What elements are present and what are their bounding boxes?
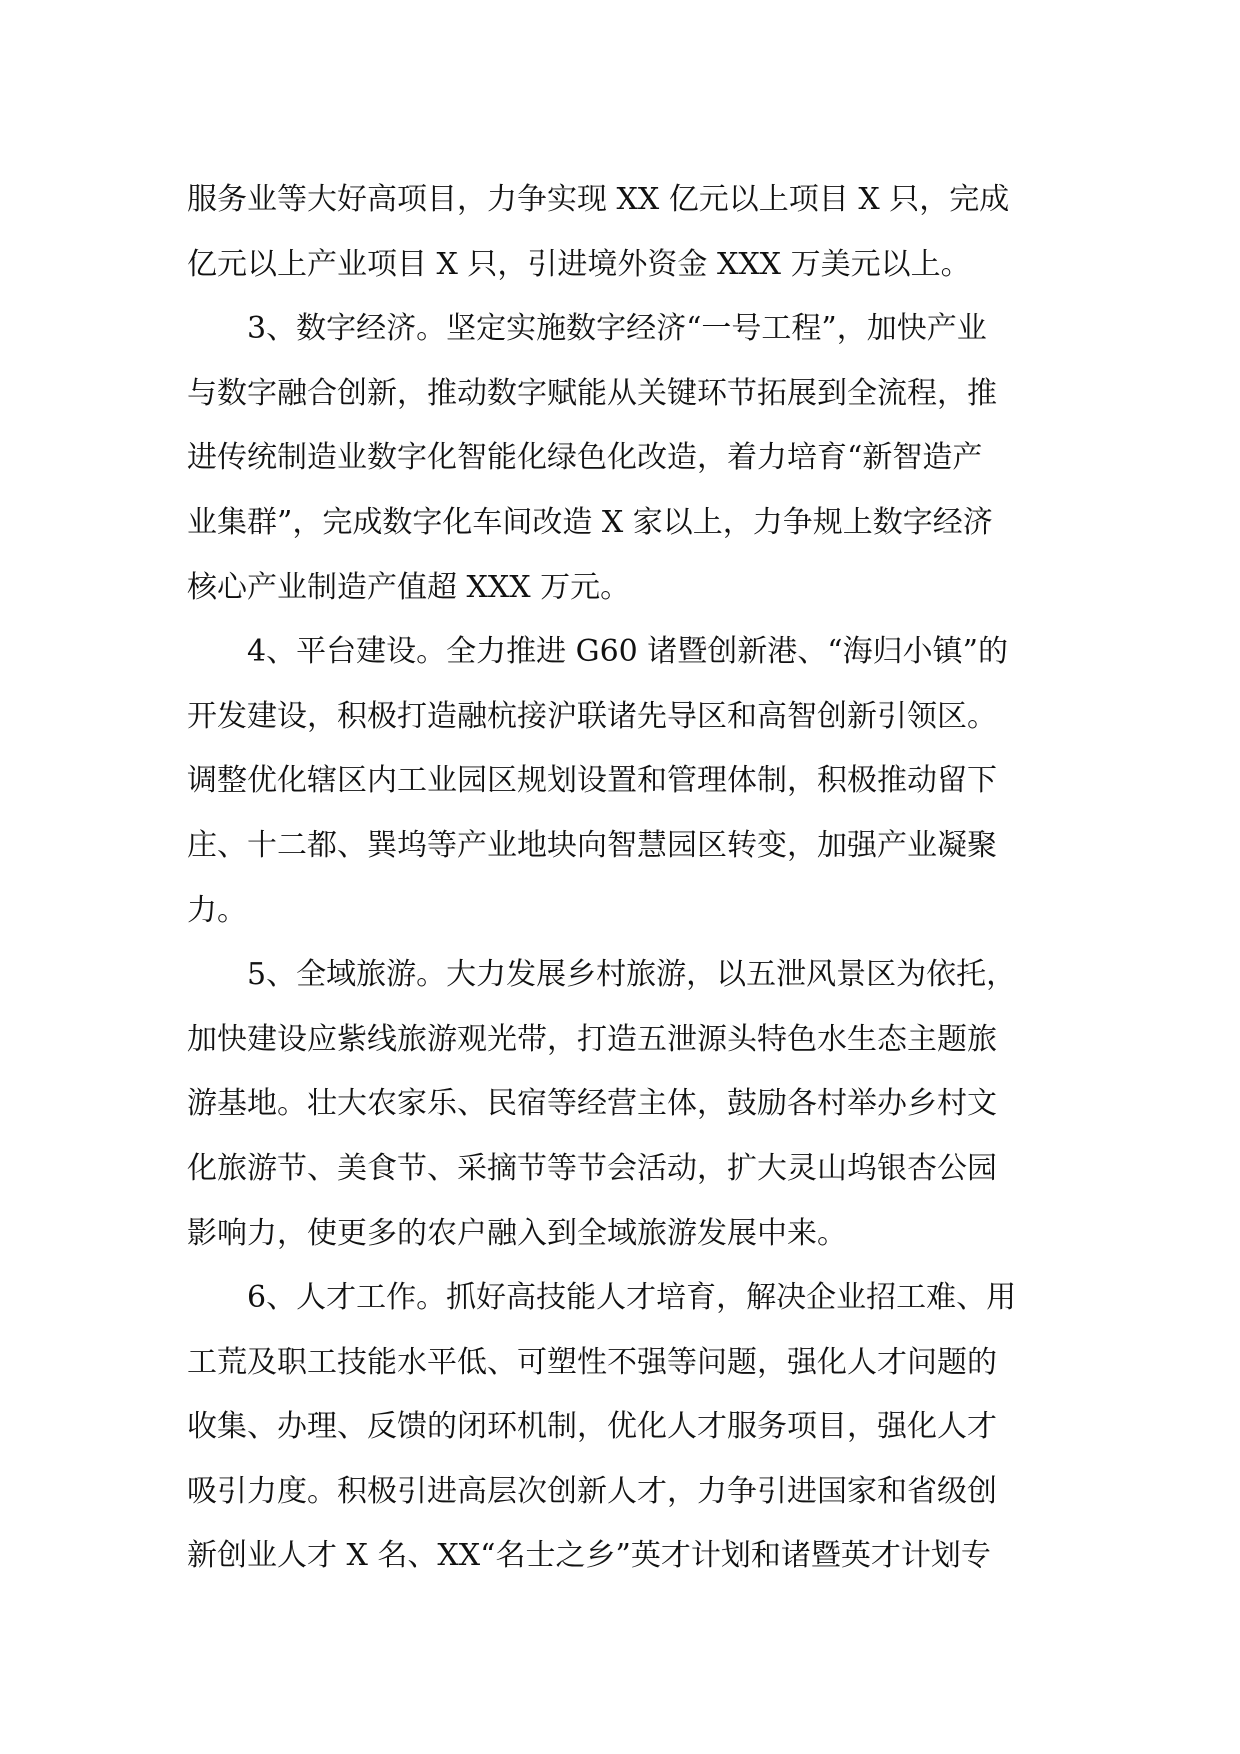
- text-line: 化旅游节、美食节、采摘节等节会活动，扩大灵山坞银杏公园: [187, 1150, 997, 1186]
- text-line: 进传统制造业数字化智能化绿色化改造，着力培育“新智造产: [187, 440, 983, 476]
- text-line: 游基地。壮大农家乐、民宿等经营主体，鼓励各村举办乡村文: [187, 1086, 997, 1122]
- text-line: 亿元以上产业项目 X 只，引进境外资金 XXX 万美元以上。: [187, 246, 971, 282]
- section-5-heading-line: 5、全域旅游。大力发展乡村旅游，以五泄风景区为依托，: [247, 957, 1017, 993]
- text-line: 加快建设应紫线旅游观光带，打造五泄源头特色水生态主题旅: [187, 1021, 997, 1057]
- section-3-heading-line: 3、数字经济。坚定实施数字经济“一号工程”，加快产业: [247, 311, 987, 347]
- text-line: 影响力，使更多的农户融入到全域旅游发展中来。: [187, 1215, 847, 1251]
- text-line: 开发建设，积极打造融杭接沪联诸先导区和高智创新引领区。: [187, 698, 997, 734]
- text-line: 工荒及职工技能水平低、可塑性不强等问题，强化人才问题的: [187, 1344, 997, 1380]
- text-line: 新创业人才 X 名、XX“名士之乡”英才计划和诸暨英才计划专: [187, 1538, 991, 1574]
- text-line: 收集、办理、反馈的闭环机制，优化人才服务项目，强化人才: [187, 1409, 997, 1445]
- text-line: 调整优化辖区内工业园区规划设置和管理体制，积极推动留下: [187, 763, 997, 799]
- text-line: 力。: [187, 892, 247, 928]
- text-line: 服务业等大好高项目，力争实现 XX 亿元以上项目 X 只，完成: [187, 182, 1010, 217]
- document-body: [187, 168, 1053, 1589]
- text-line: 核心产业制造产值超 XXX 万元。: [187, 569, 631, 605]
- section-6-heading-line: 6、人才工作。抓好高技能人才培育，解决企业招工难、用: [247, 1280, 1017, 1316]
- text-line: 吸引力度。积极引进高层次创新人才，力争引进国家和省级创: [187, 1473, 997, 1509]
- text-line: 庄、十二都、巽坞等产业地块向智慧园区转变，加强产业凝聚: [187, 827, 997, 863]
- text-line: 业集群”，完成数字化车间改造 X 家以上，力争规上数字经济: [187, 504, 993, 540]
- section-4-heading-line: 4、平台建设。全力推进 G60 诸暨创新港、“海归小镇”的: [247, 634, 1008, 670]
- text-line: 与数字融合创新，推动数字赋能从关键环节拓展到全流程，推: [187, 375, 997, 411]
